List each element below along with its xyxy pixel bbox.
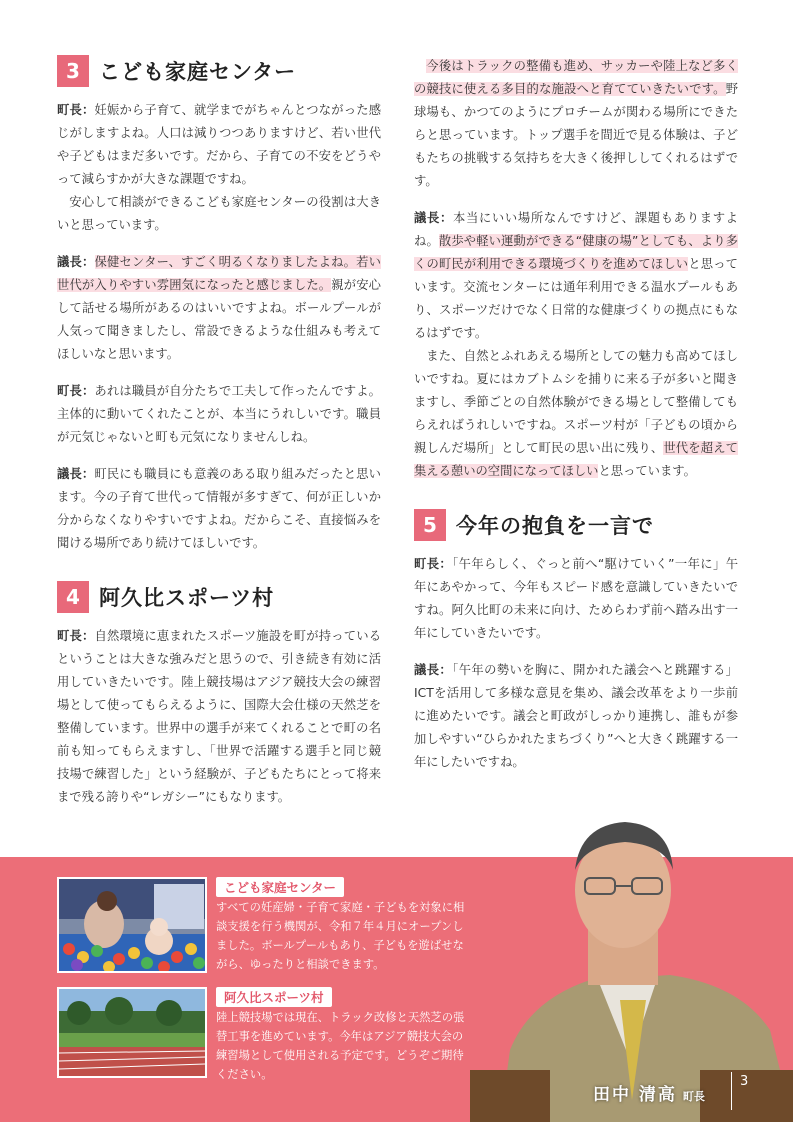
highlight-text: 保健センター、すごく明るくなりましたよね。若い世代が入りやすい雰囲気になったと感じました。 <box>57 255 381 292</box>
speaker-mayor: 町長： <box>57 629 95 643</box>
section-title: 阿久比スポーツ村 <box>99 586 275 610</box>
photo-label: こども家庭センター <box>216 877 344 897</box>
paragraph <box>57 380 381 449</box>
paragraph-text: また、自然とふれあえる場所としての魅力も高めてほしいですね。夏にはカブトムシを捕りに来る子が多いと聞きますし、季節ごとの自然体験ができる場として整備してもらえればうれしいですね。スポーツ村が「子どもの頃から親しんだ場所」として町民の思い出に残り、 <box>414 349 738 455</box>
paragraph <box>57 625 381 809</box>
speaker-mayor: 町長： <box>414 557 453 571</box>
right-column <box>414 55 738 774</box>
speaker-chair: 議長： <box>57 467 95 481</box>
left-column <box>57 55 381 809</box>
paragraph-text: 町民にも職員にも意義のある取り組みだったと思います。今の子育て世代って情報が多すぎて、何が正しいか分からなくなりやすいですよね。だからこそ、直接悩みを聞ける場所であり続けてほしいです。 <box>57 467 381 550</box>
paragraph <box>57 251 381 366</box>
mayor-title: 町長 <box>682 1090 705 1103</box>
paragraph-text: 野球場も、かつてのようにプロチームが関わる場所にできたらと思っています。トップ選手を間近で見る体験は、子どもたちの挑戦する気持ちを大きく後押ししてくれるはずです。 <box>414 82 738 188</box>
page-divider <box>731 1072 732 1110</box>
photo-label: 阿久比スポーツ村 <box>216 987 332 1007</box>
paragraph <box>414 207 738 345</box>
section-title: 今年の抱負を一言で <box>456 514 654 538</box>
paragraph-text: あれは職員が自分たちで工夫して作ったんですよ。主体的に動いてくれたことが、本当にうれしいです。職員が元気じゃないと町も元気になりませんしね。 <box>57 384 381 444</box>
paragraph-text: 本当にいい場所なんですけど、課題もありますよね。 <box>414 211 738 248</box>
mayor-nameplate <box>593 1080 705 1105</box>
section-number: 3 <box>57 55 89 87</box>
paragraph-text: と思っています。 <box>598 464 696 478</box>
section-3-heading <box>57 55 381 87</box>
section-title: こども家庭センター <box>99 60 297 84</box>
section-number: 4 <box>57 581 89 613</box>
highlight-text: 世代を超えて集える憩いの空間になってほしい <box>414 441 738 478</box>
paragraph-text: 「午年の勢いを胸に、開かれた議会へと跳躍する」ICTを活用して多様な意見を集め、議会改革をより一歩前に進めたいです。議会と町政がしっかり連携し、誰もが参加しやすい“ひらかれたまちづくり”へと大きく跳躍する一年にしたいですね。 <box>414 663 738 769</box>
paragraph-text: 妊娠から子育て、就学までがちゃんとつながった感じがしますよね。人口は減りつつありますけど、若い世代や子どもはまだ多いです。だから、子育ての不安をどうやって減らすかが大きな課題ですね。 <box>57 103 381 186</box>
section-5-heading <box>414 509 738 541</box>
paragraph <box>414 345 738 483</box>
paragraph <box>57 99 381 191</box>
highlight-text: 散歩や軽い運動ができる“健康の場”としても、より多くの町民が利用できる環境づくりを進めてほしい <box>414 234 738 271</box>
paragraph-text: 自然環境に恵まれたスポーツ施設を町が持っているということは大きな強みだと思うので、引き続き有効に活用していきたいです。陸上競技場はアジア競技大会の練習場として使ってもらえるように、国際大会仕様の天然芝を整備しています。世界中の選手が来てくれることで町の名前も知ってもらえますし、「世界で活躍する選手と同じ競技場で練習した」という経験が、子どもたちにとって将来まで残る誇りや“レガシー”にもなります。 <box>57 629 381 804</box>
paragraph <box>414 55 738 193</box>
speaker-chair: 議長： <box>414 663 453 677</box>
stadium-photo <box>57 987 207 1078</box>
speaker-chair: 議長： <box>414 211 453 225</box>
speaker-mayor: 町長： <box>57 103 95 117</box>
speaker-mayor: 町長： <box>57 384 95 398</box>
paragraph <box>57 463 381 555</box>
photo-caption: すべての妊産婦・子育て家庭・子どもを対象に相談支援を行う機関が、令和７年４月にオープンしました。ボールプールもあり、子どもを遊ばせながら、ゆったりと相談できます。 <box>216 901 465 971</box>
ball-pool-photo <box>57 877 207 973</box>
section-4-heading <box>57 581 381 613</box>
paragraph-text: 「午年らしく、ぐっと前へ“駆けていく”一年に」午年にあやかって、今年もスピード感を意識していきたいですね。阿久比町の未来に向け、ためらわず前へ踏み出す一年にしていきたいです。 <box>414 557 738 640</box>
page-number: 3 <box>740 1074 749 1089</box>
paragraph-text: と思っています。交流センターには通年利用できる温水プールもあり、スポーツだけでなく日常的な健康づくりの拠点にもなるはずです。 <box>414 257 738 340</box>
speaker-chair: 議長： <box>57 255 95 269</box>
paragraph <box>414 659 738 774</box>
paragraph <box>414 553 738 645</box>
paragraph-text: 親が安心して話せる場所があるのはいいですよね。ボールプールが人気って聞きましたし、常設できるような仕組みも考えてほしいなと思います。 <box>57 278 381 361</box>
mayor-name: 田中 清高 <box>593 1085 677 1105</box>
paragraph: 安心して相談ができるこども家庭センターの役割は大きいと思っています。 <box>57 195 381 232</box>
section-number: 5 <box>414 509 446 541</box>
photo-caption: 陸上競技場では現在、トラック改修と天然芝の張替工事を進めています。今年はアジア競技大会の練習場として使用される予定です。どうぞご期待ください。 <box>216 1011 465 1081</box>
highlight-text: 今後はトラックの整備も進め、サッカーや陸上など多くの競技に使える多目的な施設へと育てていきたいです。 <box>414 59 738 96</box>
